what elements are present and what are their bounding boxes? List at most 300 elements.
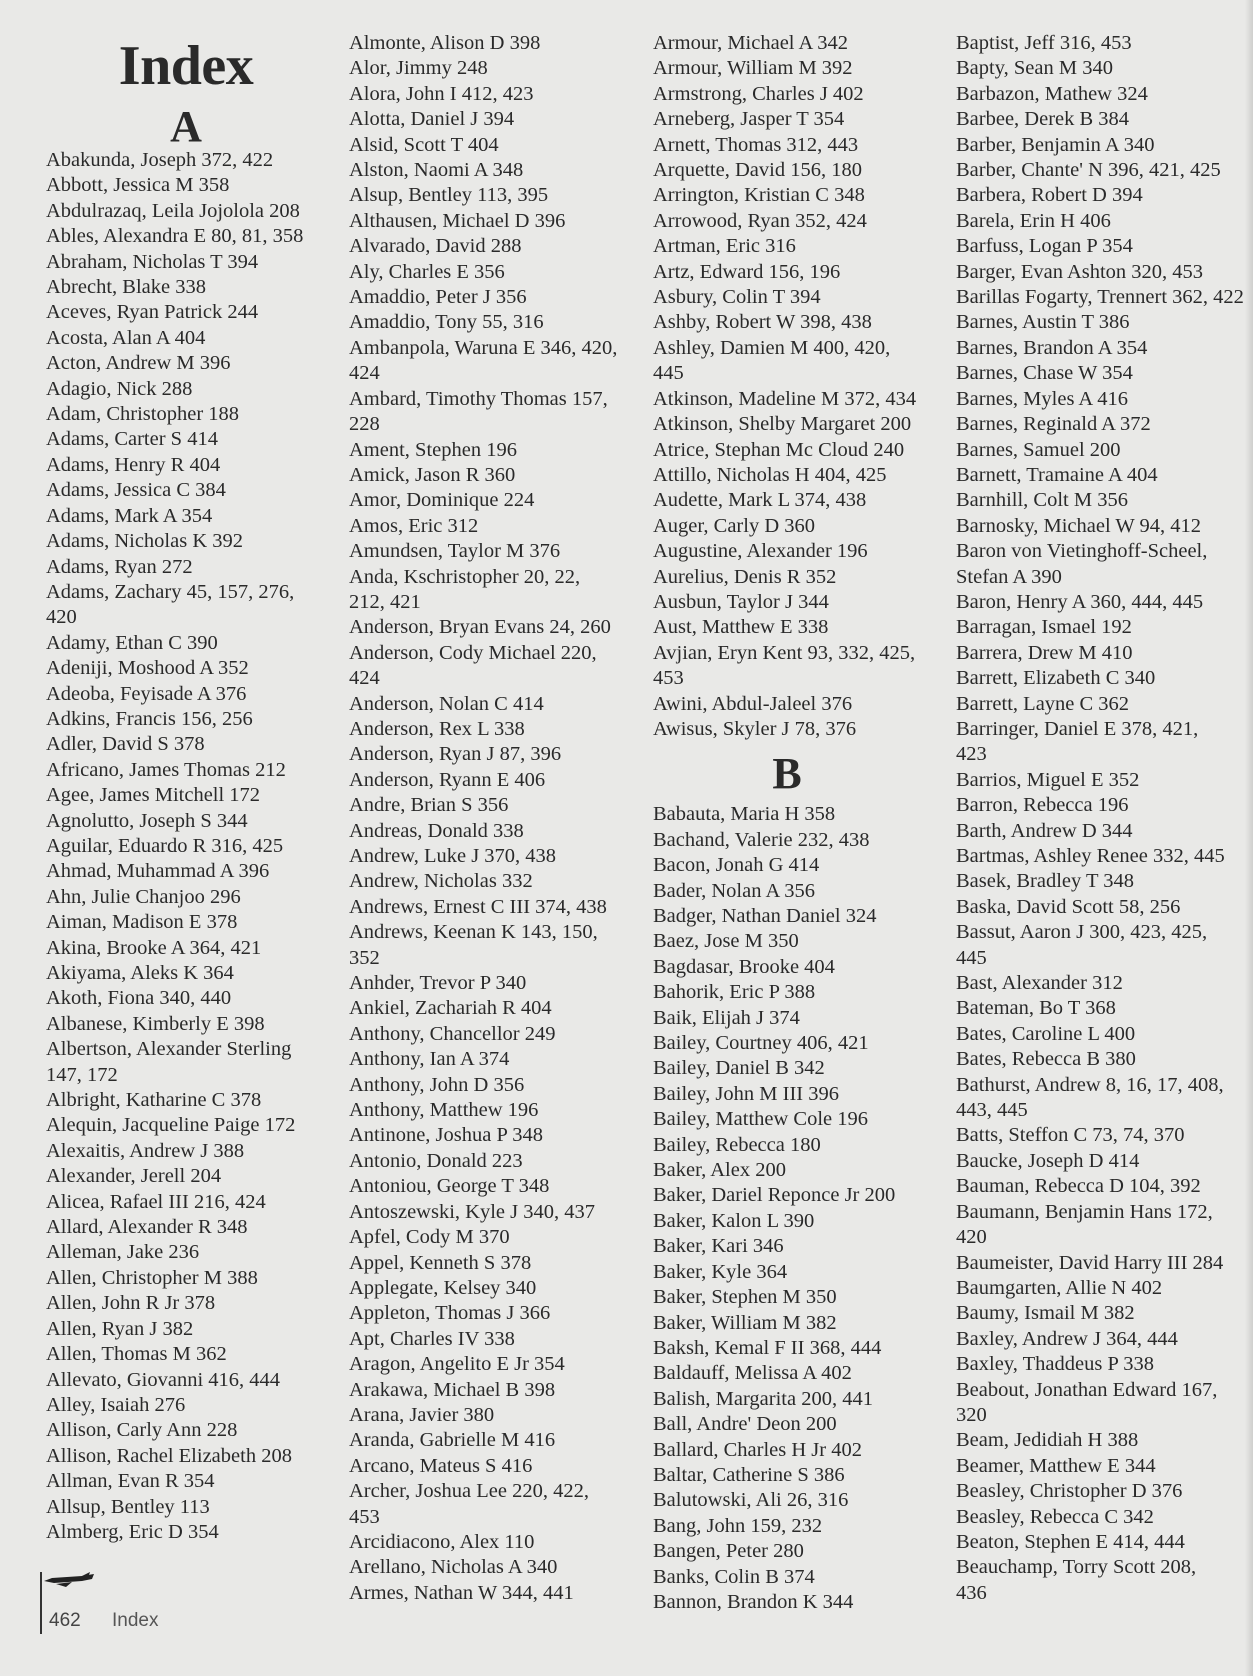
index-entry-text: Baker, Dariel Reponce Jr 200 — [653, 1184, 896, 1207]
index-entry-text: Beauchamp, Torry Scott 208, — [956, 1556, 1197, 1579]
index-entry-text: Allard, Alexander R 348 — [46, 1216, 248, 1239]
index-entry — [653, 438, 921, 463]
index-entry — [956, 1276, 1244, 1301]
index-entry — [46, 377, 303, 402]
index-entry — [956, 996, 1244, 1021]
index-entry-text: Amor, Dominique 224 — [349, 489, 535, 512]
index-entry-text: Amos, Eric 312 — [349, 514, 479, 537]
index-entry-text: Alsup, Bentley 113, 395 — [349, 184, 549, 207]
index-entry-text: Bauman, Rebecca D 104, 392 — [956, 1175, 1201, 1198]
index-entry — [956, 183, 1244, 208]
index-entry — [653, 1006, 921, 1031]
index-entry-text: Beam, Jedidiah H 388 — [956, 1429, 1139, 1452]
index-entry-text: Appleton, Thomas J 366 — [349, 1302, 551, 1325]
index-entry-text: Baltar, Catherine S 386 — [653, 1463, 845, 1486]
index-entry-text: Barfuss, Logan P 354 — [956, 235, 1133, 258]
index-entry-continuation: 443, 445 — [956, 1099, 1028, 1122]
index-entry — [956, 1555, 1244, 1606]
index-entry — [653, 1311, 921, 1336]
index-entry-text: Bader, Nolan A 356 — [653, 879, 816, 902]
index-entry-text: Antinone, Joshua P 348 — [349, 1124, 543, 1147]
index-entry — [46, 224, 303, 249]
index-entry-text: Alleman, Jake 236 — [46, 1241, 200, 1264]
index-entry-text: Andrew, Luke J 370, 438 — [349, 845, 557, 867]
index-entry — [349, 56, 617, 81]
index-entry-text: Adam, Christopher 188 — [46, 403, 240, 426]
index-entry — [349, 82, 617, 107]
index-entry — [653, 853, 921, 878]
index-entry-text: Aragon, Angelito E Jr 354 — [349, 1353, 565, 1376]
index-entry — [956, 920, 1244, 971]
index-entry — [349, 1276, 617, 1301]
index-entry-text: Baldauff, Melissa A 402 — [653, 1362, 852, 1385]
index-entry-text: Bartmas, Ashley Renee 332, 445 — [956, 845, 1225, 867]
index-entry — [956, 1301, 1244, 1326]
index-entry-text: Badger, Nathan Daniel 324 — [653, 905, 877, 927]
index-entry-text: Barger, Evan Ashton 320, 453 — [956, 260, 1204, 283]
index-entry-text: Bachand, Valerie 232, 438 — [653, 828, 870, 851]
index-entry-text: Barrett, Elizabeth C 340 — [956, 667, 1156, 690]
index-entry — [956, 1479, 1244, 1504]
index-entry-text: Andreas, Donald 338 — [349, 819, 524, 842]
index-entry — [349, 133, 617, 158]
index-entry — [653, 1260, 921, 1285]
index-entry-text: Barron, Rebecca 196 — [956, 794, 1129, 817]
index-entry-text: Bathurst, Andrew 8, 16, 17, 408, — [956, 1073, 1224, 1096]
index-entry-text: Akoth, Fiona 340, 440 — [46, 987, 232, 1010]
index-entry-text: Ankiel, Zachariah R 404 — [349, 997, 552, 1020]
index-entry-text: Baron, Henry A 360, 444, 445 — [956, 590, 1204, 613]
index-entry-text: Baumeister, David Harry III 284 — [956, 1251, 1224, 1274]
index-entry-text: Attillo, Nicholas H 404, 425 — [653, 463, 887, 486]
index-entry-text: Barnhill, Colt M 356 — [956, 489, 1128, 512]
index-entry — [956, 615, 1244, 640]
index-entry — [653, 802, 921, 827]
index-entry — [956, 82, 1244, 107]
index-entry-text: Adams, Ryan 272 — [46, 555, 193, 578]
index-entry — [956, 768, 1244, 793]
index-entry — [653, 1285, 921, 1310]
index-entry — [349, 1123, 617, 1148]
index-entry-text: Atkinson, Shelby Margaret 200 — [653, 413, 912, 436]
index-entry-continuation: 420 — [956, 1226, 987, 1249]
index-entry — [956, 819, 1244, 844]
index-entry-text: Allsup, Bentley 113 — [46, 1495, 210, 1518]
index-entry-text: Apt, Charles IV 338 — [349, 1327, 515, 1350]
index-entry-text: Antonio, Donald 223 — [349, 1149, 523, 1172]
index-entry-text: Baik, Elijah J 374 — [653, 1006, 800, 1029]
index-entry-text: Alora, John I 412, 423 — [349, 82, 534, 105]
index-entry-text: Adkins, Francis 156, 256 — [46, 707, 253, 730]
index-entry — [653, 260, 921, 285]
index-entry — [349, 844, 617, 869]
index-entry-text: Aurelius, Denis R 352 — [653, 565, 837, 588]
index-entry — [349, 260, 617, 285]
index-entry-text: Andrew, Nicholas 332 — [349, 870, 533, 893]
index-entry — [349, 234, 617, 259]
index-entry-text: Akina, Brooke A 364, 421 — [46, 936, 262, 959]
index-entry — [653, 158, 921, 183]
index-entry — [653, 336, 921, 387]
index-entry — [653, 31, 921, 56]
index-entry-text: Arana, Javier 380 — [349, 1403, 495, 1426]
index-entry — [653, 1234, 921, 1259]
index-entry-text: Baker, Kari 346 — [653, 1235, 784, 1258]
index-entry-text: Armour, William M 392 — [653, 57, 853, 80]
index-entry-text: Barber, Chante' N 396, 421, 425 — [956, 159, 1221, 182]
index-entry-text: Ambard, Timothy Thomas 157, — [349, 387, 608, 410]
index-entry-text: Anthony, Chancellor 249 — [349, 1022, 556, 1045]
index-entry-text: Avjian, Eryn Kent 93, 332, 425, — [653, 641, 916, 664]
index-entry-text: Baumgarten, Allie N 402 — [956, 1276, 1163, 1299]
index-entry — [349, 158, 617, 183]
index-entry-text: Ashby, Robert W 398, 438 — [653, 311, 872, 334]
index-entry — [653, 879, 921, 904]
index-entry-text: Bangen, Peter 280 — [653, 1540, 804, 1563]
index-entry — [46, 1342, 303, 1367]
index-entry — [46, 834, 303, 859]
index-entry-text: Adams, Nicholas K 392 — [46, 530, 244, 553]
index-entry-text: Artman, Eric 316 — [653, 235, 796, 258]
index-entry — [653, 1565, 921, 1590]
index-entry-text: Atkinson, Madeline M 372, 434 — [653, 387, 917, 410]
index-entry-text: Barnes, Brandon A 354 — [956, 336, 1148, 359]
index-entry-text: Barnosky, Michael W 94, 412 — [956, 514, 1202, 537]
index-entry-text: Bailey, Courtney 406, 421 — [653, 1032, 869, 1055]
index-entry-text: Bapty, Sean M 340 — [956, 57, 1113, 80]
index-entry-text: Baker, Stephen M 350 — [653, 1286, 837, 1309]
index-entry-text: Arrington, Kristian C 348 — [653, 184, 865, 207]
index-entry — [956, 971, 1244, 996]
index-column-1 — [46, 148, 303, 1545]
index-entry-text: Barnes, Reginald A 372 — [956, 413, 1151, 436]
index-entry — [653, 209, 921, 234]
index-entry — [956, 641, 1244, 666]
index-entry — [653, 828, 921, 853]
index-entry — [653, 1133, 921, 1158]
index-entry — [653, 514, 921, 539]
index-entry-text: Ashley, Damien M 400, 420, — [653, 336, 891, 359]
index-entry-text: Balish, Margarita 200, 441 — [653, 1387, 873, 1410]
index-list-b — [653, 802, 921, 1615]
index-entry-text: Awisus, Skyler J 78, 376 — [653, 717, 857, 740]
index-entry-text: Bates, Caroline L 400 — [956, 1022, 1136, 1045]
index-entry — [653, 82, 921, 107]
index-entry — [956, 158, 1244, 183]
index-entry-continuation: 436 — [956, 1581, 987, 1604]
index-entry-text: Acton, Andrew M 396 — [46, 352, 231, 375]
index-entry-text: Bates, Rebecca B 380 — [956, 1048, 1136, 1071]
index-entry — [46, 1240, 303, 1265]
index-entry-text: Adams, Carter S 414 — [46, 428, 218, 451]
index-entry-continuation: 424 — [349, 667, 380, 690]
index-entry-text: Alsid, Scott T 404 — [349, 133, 499, 156]
index-entry-continuation: 445 — [653, 362, 684, 385]
index-entry — [349, 768, 617, 793]
index-entry — [46, 1266, 303, 1291]
index-entry-text: Ball, Andre' Deon 200 — [653, 1413, 837, 1436]
index-entry-text: Adams, Henry R 404 — [46, 453, 221, 476]
index-entry — [46, 1012, 303, 1037]
index-entry-text: Baska, David Scott 58, 256 — [956, 895, 1181, 918]
index-entry — [956, 844, 1244, 869]
index-entry — [349, 1098, 617, 1123]
index-entry-continuation: 453 — [653, 667, 684, 690]
index-entry — [46, 732, 303, 757]
index-entry-text: Aceves, Ryan Patrick 244 — [46, 301, 259, 324]
index-entry — [46, 275, 303, 300]
index-entry-text: Bahorik, Eric P 388 — [653, 981, 816, 1004]
index-entry-text: Baumann, Benjamin Hans 172, — [956, 1200, 1213, 1223]
index-entry — [956, 107, 1244, 132]
index-entry-text: Baez, Jose M 350 — [653, 930, 799, 953]
index-entry — [956, 514, 1244, 539]
index-entry — [349, 920, 617, 971]
index-entry-text: Arellano, Nicholas A 340 — [349, 1556, 558, 1579]
index-entry — [46, 1393, 303, 1418]
index-entry-text: Alston, Naomi A 348 — [349, 159, 524, 182]
index-entry-text: Arquette, David 156, 180 — [653, 159, 862, 182]
index-entry — [956, 285, 1244, 310]
index-entry-text: Andrews, Ernest C III 374, 438 — [349, 895, 607, 918]
index-entry — [46, 1088, 303, 1113]
index-entry — [956, 336, 1244, 361]
index-entry — [653, 1336, 921, 1361]
index-entry-text: Albanese, Kimberly E 398 — [46, 1012, 265, 1035]
index-entry — [653, 234, 921, 259]
index-entry — [46, 326, 303, 351]
index-entry — [653, 1209, 921, 1234]
index-entry — [46, 199, 303, 224]
index-entry-text: Alexaitis, Andrew J 388 — [46, 1139, 245, 1162]
page-footer — [40, 1568, 240, 1638]
index-entry-text: Adams, Jessica C 384 — [46, 479, 226, 502]
index-entry — [956, 361, 1244, 386]
index-entry — [956, 895, 1244, 920]
index-entry — [653, 133, 921, 158]
index-entry-text: Allen, Thomas M 362 — [46, 1343, 227, 1366]
index-column-4 — [956, 31, 1244, 1606]
index-entry — [653, 387, 921, 412]
index-entry — [349, 1047, 617, 1072]
index-entry-text: Anderson, Rex L 338 — [349, 717, 525, 740]
index-entry-text: Bailey, John M III 396 — [653, 1082, 839, 1105]
index-entry — [956, 1530, 1244, 1555]
index-entry — [956, 31, 1244, 56]
index-entry — [653, 1488, 921, 1513]
index-entry — [349, 1174, 617, 1199]
index-entry-text: Augustine, Alexander 196 — [653, 540, 868, 563]
index-entry — [653, 107, 921, 132]
index-entry-text: Beasley, Christopher D 376 — [956, 1480, 1183, 1503]
footer-section-label: Index — [112, 1610, 159, 1631]
index-entry-text: Anthony, Ian A 374 — [349, 1048, 510, 1071]
index-entry — [349, 1403, 617, 1428]
index-entry — [46, 961, 303, 986]
index-entry-text: Barringer, Daniel E 378, 421, — [956, 717, 1199, 740]
index-entry — [349, 31, 617, 56]
index-entry-text: Barnes, Samuel 200 — [956, 438, 1121, 461]
index-entry — [349, 1352, 617, 1377]
index-entry-text: Ballard, Charles H Jr 402 — [653, 1438, 862, 1461]
index-entry — [349, 1327, 617, 1352]
index-entry — [956, 1428, 1244, 1453]
index-entry — [349, 1022, 617, 1047]
index-entry — [956, 666, 1244, 691]
index-entry-text: Alor, Jimmy 248 — [349, 57, 488, 80]
index-entry — [349, 1530, 617, 1555]
index-entry-text: Andrews, Keenan K 143, 150, — [349, 921, 598, 944]
index-entry-text: Baptist, Jeff 316, 453 — [956, 32, 1132, 54]
index-entry-text: Africano, James Thomas 212 — [46, 758, 286, 781]
index-entry — [46, 580, 303, 631]
index-entry-text: Adagio, Nick 288 — [46, 377, 193, 400]
index-entry — [653, 641, 921, 692]
index-entry — [956, 1073, 1244, 1124]
index-entry-text: Amundsen, Taylor M 376 — [349, 540, 561, 563]
index-entry-text: Allison, Rachel Elizabeth 208 — [46, 1444, 292, 1467]
index-entry-text: Ambanpola, Waruna E 346, 420, — [349, 336, 618, 359]
index-entry — [46, 936, 303, 961]
index-entry-text: Barbee, Derek B 384 — [956, 108, 1130, 131]
index-entry-text: Archer, Joshua Lee 220, 422, — [349, 1480, 589, 1503]
index-entry — [349, 565, 617, 616]
index-entry — [653, 980, 921, 1005]
index-entry-text: Anda, Kschristopher 20, 22, — [349, 565, 581, 588]
index-entry-continuation: 212, 421 — [349, 590, 421, 613]
index-entry-text: Anderson, Ryann E 406 — [349, 768, 546, 791]
index-entry — [349, 1073, 617, 1098]
index-entry-text: Aranda, Gabrielle M 416 — [349, 1429, 556, 1452]
index-entry-text: Arrowood, Ryan 352, 424 — [653, 209, 867, 232]
index-entry — [46, 1368, 303, 1393]
index-entry — [46, 1520, 303, 1545]
index-entry — [349, 996, 617, 1021]
index-column-3 — [653, 31, 921, 1615]
index-entry-text: Anderson, Nolan C 414 — [349, 692, 544, 715]
index-entry-text: Barrera, Drew M 410 — [956, 641, 1133, 664]
index-entry-text: Barela, Erin H 406 — [956, 209, 1111, 232]
index-entry-text: Aiman, Madison E 378 — [46, 911, 238, 934]
index-entry — [46, 1037, 303, 1088]
index-entry — [46, 1190, 303, 1215]
index-entry-continuation: 424 — [349, 362, 380, 385]
index-entry-text: Baucke, Joseph D 414 — [956, 1149, 1140, 1172]
index-entry-continuation: 453 — [349, 1505, 380, 1528]
index-entry — [956, 56, 1244, 81]
index-entry — [956, 438, 1244, 463]
index-entry-text: Beamer, Matthew E 344 — [956, 1454, 1156, 1477]
index-entry-text: Banks, Colin B 374 — [653, 1565, 815, 1588]
index-entry-text: Bateman, Bo T 368 — [956, 997, 1116, 1020]
index-entry-text: Arneberg, Jasper T 354 — [653, 108, 845, 131]
index-entry — [46, 555, 303, 580]
index-entry-text: Barber, Benjamin A 340 — [956, 133, 1155, 156]
index-entry-text: Allen, John R Jr 378 — [46, 1292, 216, 1315]
index-entry — [653, 590, 921, 615]
index-entry — [956, 539, 1244, 590]
index-entry — [653, 1158, 921, 1183]
index-entry — [653, 904, 921, 929]
index-entry-text: Ament, Stephen 196 — [349, 438, 517, 461]
index-entry — [349, 183, 617, 208]
index-entry-text: Agnolutto, Joseph S 344 — [46, 809, 248, 832]
index-entry-text: Baxley, Thaddeus P 338 — [956, 1353, 1154, 1376]
index-entry-text: Bagdasar, Brooke 404 — [653, 955, 835, 978]
index-entry — [956, 260, 1244, 285]
index-entry-text: Abrecht, Blake 338 — [46, 276, 206, 299]
index-entry — [46, 1139, 303, 1164]
index-entry-text: Aly, Charles E 356 — [349, 260, 505, 283]
index-entry-text: Applegate, Kelsey 340 — [349, 1276, 537, 1299]
index-entry-text: Barillas Fogarty, Trennert 362, 422 — [956, 286, 1244, 309]
index-entry-text: Auger, Carly D 360 — [653, 514, 816, 537]
index-entry-text: Adamy, Ethan C 390 — [46, 631, 218, 654]
index-entry-text: Anthony, John D 356 — [349, 1073, 525, 1096]
index-entry — [956, 1047, 1244, 1072]
index-entry-continuation: 445 — [956, 946, 987, 969]
index-entry-text: Amaddio, Tony 55, 316 — [349, 311, 544, 334]
index-entry-text: Andre, Brian S 356 — [349, 794, 509, 817]
index-entry-text: Abakunda, Joseph 372, 422 — [46, 149, 274, 171]
index-entry-text: Alicea, Rafael III 216, 424 — [46, 1190, 266, 1213]
index-entry — [956, 590, 1244, 615]
index-entry — [653, 285, 921, 310]
index-entry — [349, 310, 617, 335]
index-entry — [349, 1581, 617, 1606]
index-entry-text: Babauta, Maria H 358 — [653, 803, 836, 826]
index-entry — [349, 107, 617, 132]
index-entry — [956, 1200, 1244, 1251]
index-entry-text: Alotta, Daniel J 394 — [349, 108, 515, 131]
index-entry-text: Adler, David S 378 — [46, 733, 205, 756]
index-entry-text: Baxley, Andrew J 364, 444 — [956, 1327, 1178, 1350]
index-entry — [653, 1031, 921, 1056]
index-entry-text: Baker, William M 382 — [653, 1311, 837, 1334]
index-entry-text: Arcano, Mateus S 416 — [349, 1454, 533, 1477]
index-entry — [46, 250, 303, 275]
index-entry — [956, 488, 1244, 513]
index-entry-text: Beabout, Jonathan Edward 167, — [956, 1378, 1218, 1401]
index-entry-text: Arcidiacono, Alex 110 — [349, 1530, 535, 1553]
index-entry-text: Antoniou, George T 348 — [349, 1175, 550, 1198]
index-entry — [956, 412, 1244, 437]
index-entry — [46, 1113, 303, 1138]
index-entry — [46, 1164, 303, 1189]
index-entry-text: Anhder, Trevor P 340 — [349, 972, 527, 995]
index-entry — [349, 1225, 617, 1250]
index-entry — [653, 955, 921, 980]
index-entry-text: Baksh, Kemal F II 368, 444 — [653, 1336, 882, 1359]
index-entry-text: Baker, Kyle 364 — [653, 1260, 788, 1283]
index-entry — [46, 707, 303, 732]
index-entry — [653, 692, 921, 717]
index-entry — [956, 1352, 1244, 1377]
index-entry-text: Atrice, Stephan Mc Cloud 240 — [653, 438, 905, 461]
index-entry — [653, 1183, 921, 1208]
index-entry-text: Barragan, Ismael 192 — [956, 616, 1132, 639]
index-entry-text: Acosta, Alan A 404 — [46, 326, 206, 349]
index-entry-text: Aust, Matthew E 338 — [653, 616, 829, 639]
index-entry — [653, 463, 921, 488]
index-entry — [653, 183, 921, 208]
index-entry-text: Adams, Mark A 354 — [46, 504, 213, 527]
index-entry-text: Ables, Alexandra E 80, 81, 358 — [46, 225, 304, 248]
index-entry-text: Bacon, Jonah G 414 — [653, 854, 820, 877]
index-entry — [653, 1412, 921, 1437]
index-entry — [46, 1291, 303, 1316]
index-entry-text: Antoszewski, Kyle J 340, 437 — [349, 1200, 595, 1223]
